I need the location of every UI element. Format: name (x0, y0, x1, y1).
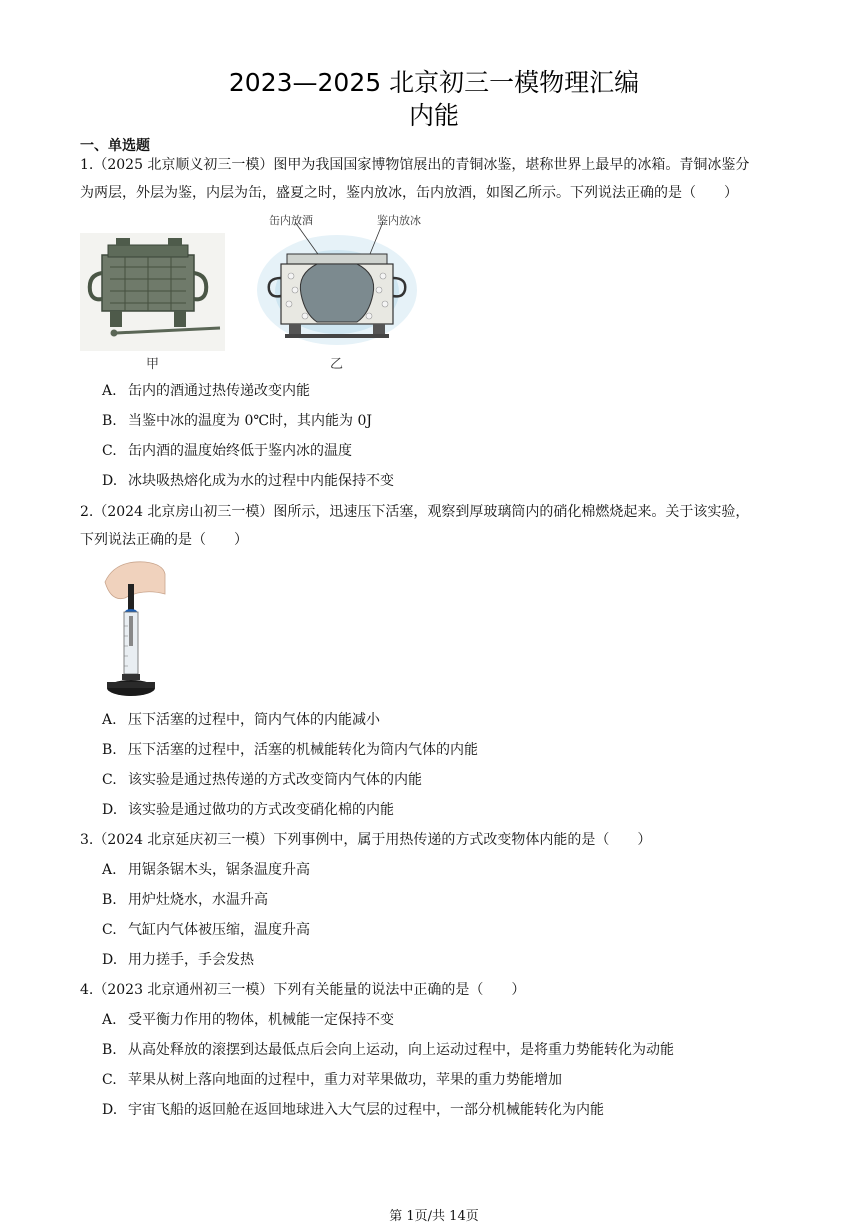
document-title: 2023—2025 北京初三一模物理汇编 (228, 68, 640, 97)
figure-label-jia: 甲 (146, 357, 160, 372)
question-4-option-b: B. 从高处释放的滚摆到达最低点后会向上运动，向上运动过程中，是将重力势能转化为动能 (102, 1042, 674, 1058)
figure-label-yi: 乙 (330, 357, 344, 372)
question-3-option-c: C. 气缸内气体被压缩，温度升高 (102, 922, 310, 938)
question-1-option-a: A. 缶内的酒通过热传递改变内能 (102, 383, 310, 399)
question-2-option-d: D. 该实验是通过做功的方式改变硝化棉的内能 (102, 802, 394, 818)
question-2-option-a: A. 压下活塞的过程中，筒内气体的内能减小 (102, 712, 380, 728)
question-3-option-a: A. 用锯条锯木头，锯条温度升高 (102, 862, 310, 878)
question-4-option-c: C. 苹果从树上落向地面的过程中，重力对苹果做功，苹果的重力势能增加 (102, 1072, 562, 1088)
question-3-option-d: D. 用力搓手，手会发热 (102, 952, 254, 968)
question-4-option-a: A. 受平衡力作用的物体，机械能一定保持不变 (102, 1012, 394, 1028)
question-2-stem: 2.（2024 北京房山初三一模）图所示，迅速压下活塞，观察到厚玻璃筒内的硝化棉燃烧起来。关于该实验， 下列说法正确的是（ ） (80, 504, 750, 548)
question-3-option-b: B. 用炉灶烧水，水温升高 (102, 892, 268, 908)
question-1-stem: 1.（2025 北京顺义初三一模）图甲为我国国家博物馆展出的青铜冰鉴，堪称世界上最早的冰箱。青铜冰鉴分 为两层，外层为鉴，内层为缶，盛夏之时，鉴内放冰，缶内放酒，如图乙所示。下列说法正确的是（ ） (80, 157, 750, 201)
callout-wine-in-fou: 缶内放酒 (269, 214, 313, 227)
question-4-stem: 4.（2023 北京通州初三一模）下列有关能量的说法中正确的是（ ） (80, 982, 526, 998)
section-heading: 一、单选题 (80, 138, 150, 154)
document-subtitle: 内能 (408, 101, 459, 130)
page-number-footer: 第 1页/共 14页 (389, 1209, 479, 1224)
question-2-option-b: B. 压下活塞的过程中，活塞的机械能转化为筒内气体的内能 (102, 742, 478, 758)
question-1-option-c: C. 缶内酒的温度始终低于鉴内冰的温度 (102, 443, 352, 459)
callout-ice-in-jian: 鉴内放冰 (377, 214, 421, 227)
air-compression-tube-image (100, 560, 166, 700)
ice-chest-cross-section-diagram (255, 212, 420, 352)
question-2-option-c: C. 该实验是通过热传递的方式改变筒内气体的内能 (102, 772, 422, 788)
question-1-option-b: B. 当鉴中冰的温度为 0℃时，其内能为 0J (102, 413, 372, 429)
question-4-option-d: D. 宇宙飞船的返回舱在返回地球进入大气层的过程中，一部分机械能转化为内能 (102, 1102, 604, 1118)
question-3-stem: 3.（2024 北京延庆初三一模）下列事例中，属于用热传递的方式改变物体内能的是（ ） (80, 832, 652, 848)
bronze-ice-chest-image (80, 233, 225, 351)
question-1-option-d: D. 冰块吸热熔化成为水的过程中内能保持不变 (102, 473, 394, 489)
